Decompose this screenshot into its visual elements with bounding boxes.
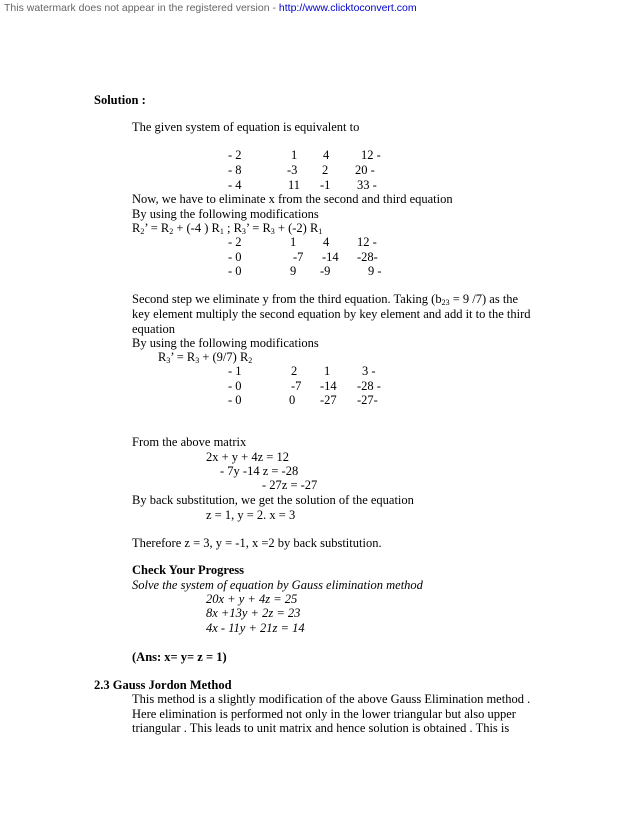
matrix-cell: -14 (320, 379, 337, 393)
progress-title: Check Your Progress (132, 563, 245, 577)
matrix-cell: - 0 (228, 393, 242, 407)
section-line: triangular . This leads to unit matrix and hence solution is obtained . This is (132, 721, 510, 735)
matrix-cell: - 2 (228, 235, 242, 249)
matrix-cell: 9 (290, 264, 297, 278)
matrix-cell: -1 (320, 178, 331, 192)
progress-answer: (Ans: x= y= z = 1) (132, 650, 227, 664)
matrix-cell: - 0 (228, 250, 242, 264)
watermark-text: This watermark does not appear in the registered version - (4, 2, 279, 14)
therefore-text: Therefore z = 3, y = -1, x =2 by back substitution. (132, 536, 382, 550)
step2-line2: key element multiply the second equation by key element and add it to the third (132, 307, 531, 321)
matrix-cell: 2 (322, 163, 329, 177)
matrix-cell: -7 (293, 250, 304, 264)
matrix-cell: - 1 (228, 364, 242, 378)
matrix-cell: - 4 (228, 178, 242, 192)
matrix-cell: -9 (320, 264, 331, 278)
matrix-cell: 2 (291, 364, 298, 378)
matrix-cell: -7 (291, 379, 302, 393)
matrix-cell: 4 (323, 235, 330, 249)
matrix-cell: 3 - (362, 364, 376, 378)
step1-line1: Now, we have to eliminate x from the second and third equation (132, 192, 453, 206)
progress-equation: 8x +13y + 2z = 23 (206, 606, 301, 620)
step2-line1: Second step we eliminate y from the third equation. Taking ($b_{23} = 9$ /7) as the (132, 292, 519, 307)
matrix-cell: -28 - (357, 379, 381, 393)
progress-equation: 4x - 11y + 21z = 14 (206, 621, 305, 635)
matrix-cell: 9 - (368, 264, 382, 278)
progress-instruction: Solve the system of equation by Gauss elimination method (132, 578, 423, 592)
matrix-cell: -28- (357, 250, 378, 264)
matrix-cell: 0 (289, 393, 296, 407)
matrix-cell: - 2 (228, 148, 242, 162)
step1-line2: By using the following modifications (132, 207, 319, 221)
matrix-cell: 1 (291, 148, 298, 162)
progress-equation: 20x + y + 4z = 25 (206, 592, 298, 606)
matrix-cell: 33 - (357, 178, 377, 192)
step2-modification: $R_3$’ = $R_3 + (9/7)$ $R_2$ (158, 350, 253, 365)
step1-modification: $R_2$’ = $R_2 + (-4$ ) $R_1$ ; $R_3$’ = $R_3 + (-2)$ $R_1$ (132, 221, 323, 236)
matrix-cell: - 0 (228, 264, 242, 278)
matrix-cell: -14 (322, 250, 339, 264)
matrix-cell: 11 (288, 178, 301, 192)
solution-heading: Solution : (94, 93, 146, 107)
section-line: Here elimination is performed not only in the lower triangular but also upper (132, 707, 516, 721)
matrix-cell: -3 (287, 163, 298, 177)
matrix-cell: - 0 (228, 379, 242, 393)
matrix-cell: - 8 (228, 163, 242, 177)
step2-line4: By using the following modifications (132, 336, 319, 350)
matrix-cell: 12 - (361, 148, 381, 162)
section-heading: 2.3 Gauss Jordon Method (94, 678, 232, 692)
matrix-cell: 1 (290, 235, 297, 249)
matrix-cell: 4 (323, 148, 330, 162)
matrix-cell: 1 (324, 364, 331, 378)
matrix-cell: 20 - (355, 163, 375, 177)
intro-text: The given system of equation is equivalent to (132, 120, 360, 134)
section-line: This method is a slightly modification of the above Gauss Elimination method . (132, 692, 531, 706)
equation-line: 2x + y + 4z = 12 (206, 450, 289, 464)
matrix-cell: -27 (320, 393, 337, 407)
back-substitution-result: z = 1, y = 2. x = 3 (206, 508, 296, 522)
watermark (4, 2, 417, 14)
equation-line: - 27z = -27 (262, 478, 318, 492)
watermark-link[interactable]: http://www.clicktoconvert.com (278, 2, 417, 14)
equation-line: - 7y -14 z = -28 (220, 464, 299, 478)
from-matrix-text: From the above matrix (132, 435, 247, 449)
back-substitution-text: By back substitution, we get the solution of the equation (132, 493, 414, 507)
matrix-cell: 12 - (357, 235, 377, 249)
step2-line3: equation (132, 322, 176, 336)
matrix-cell: -27- (357, 393, 378, 407)
